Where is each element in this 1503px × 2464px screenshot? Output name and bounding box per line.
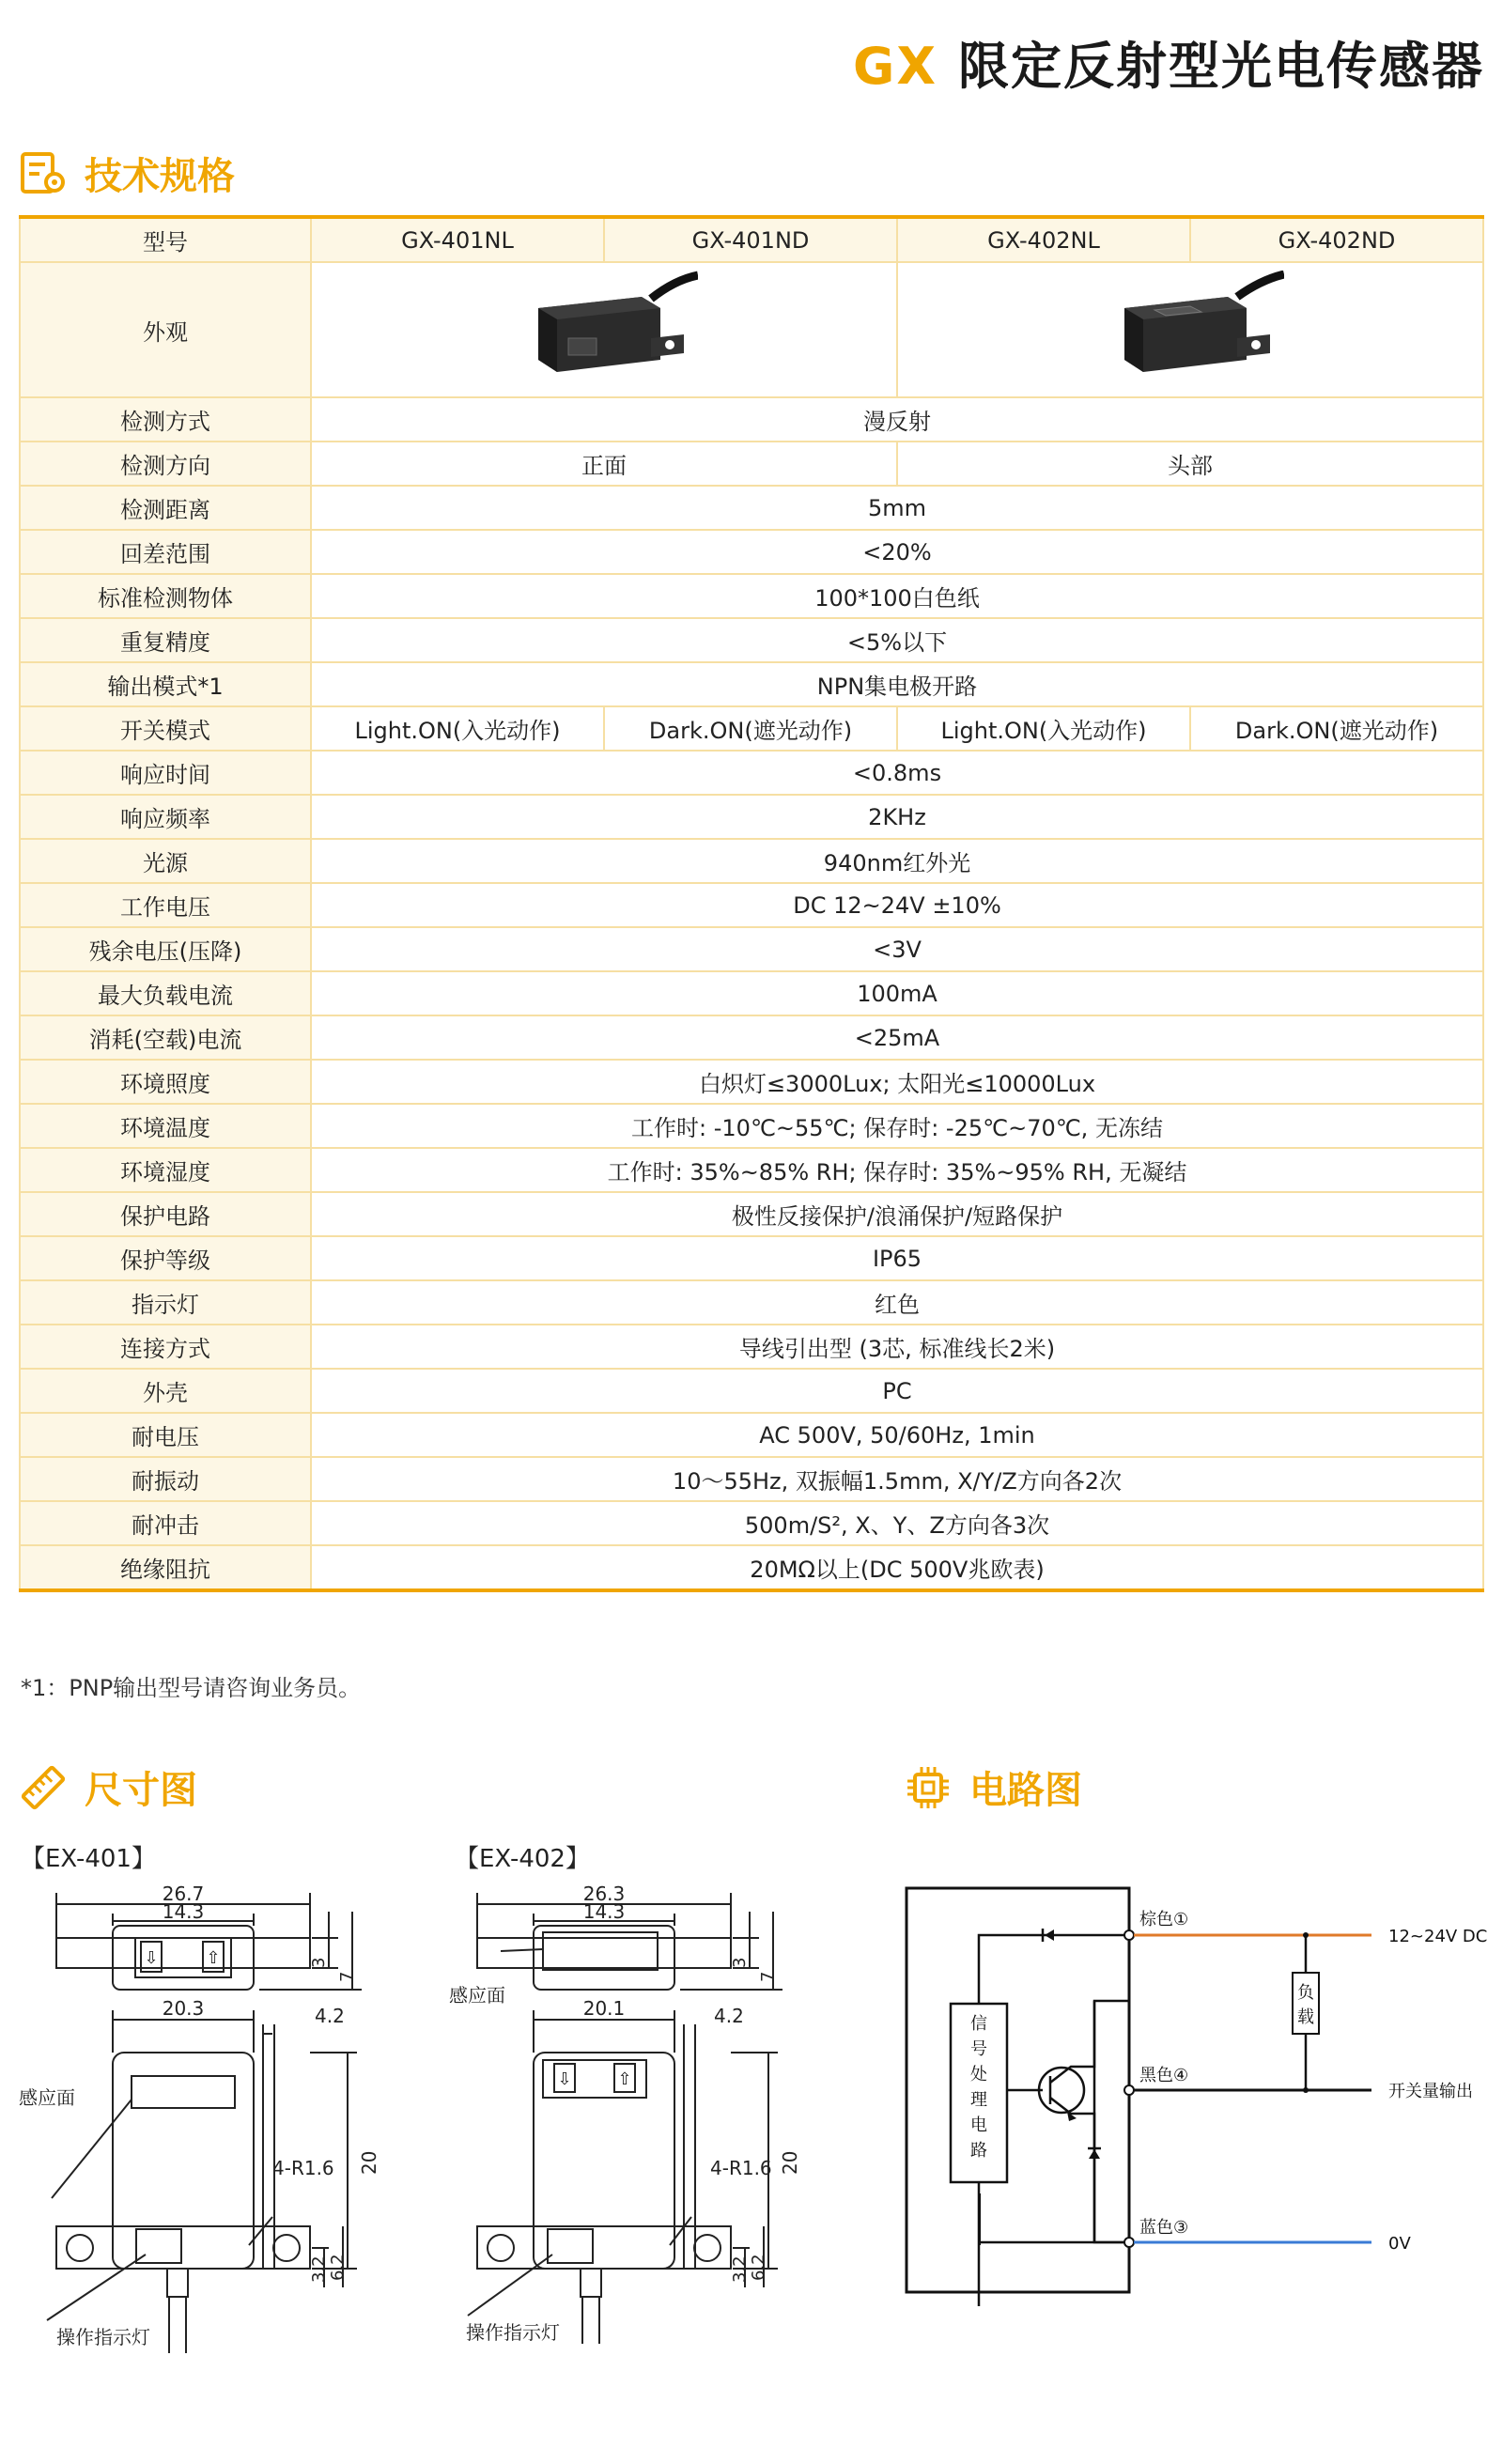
row-value: Dark.ON(遮光动作) [604,706,897,751]
row-label: 外观 [20,262,311,397]
row-label: 外壳 [20,1369,311,1413]
wire-blue-label: 蓝色③ [1139,2218,1189,2238]
row-label: 耐振动 [20,1457,311,1501]
ex401-r: 4-R1.6 [272,2157,334,2179]
sensor-402-image [1096,271,1284,383]
row-label: 耐电压 [20,1413,311,1457]
ex402-r: 4-R1.6 [710,2157,772,2179]
sensor-401-image [510,271,698,383]
row-value: 20MΩ以上(DC 500V兆欧表) [311,1545,1483,1590]
wire-black-label: 黑色④ [1139,2066,1189,2085]
ex402-w4: 4.2 [714,2005,744,2027]
ex402-title: 【EX-402】 [455,1845,590,1873]
proc-label: 号 [970,2039,987,2059]
circuit-diagram [902,1883,1494,2306]
row-label: 最大负载电流 [20,971,311,1015]
circuit-section-header [904,1760,1082,1814]
product-image-cell [897,262,1483,397]
row-label: 检测方向 [20,442,311,486]
ex401-w3: 20.3 [162,1997,205,2020]
ex401-h3: 20 [358,2150,380,2175]
svg-text:⇧: ⇧ [617,2069,632,2089]
row-label: 残余电压(压降) [20,927,311,971]
table-row [20,706,1483,751]
ex401-led: 操作指示灯 [56,2326,150,2348]
row-label: 环境温度 [20,1104,311,1148]
table-row [20,442,1483,486]
row-label: 标准检测物体 [20,574,311,618]
ex401-h4: 3.2 [309,2255,329,2283]
table-row [20,751,1483,795]
row-value: <20% [311,530,1483,574]
zero-volt-label: 0V [1388,2234,1411,2254]
model-cell: GX-402NL [897,217,1190,262]
row-value: PC [311,1369,1483,1413]
ex401-drawing [19,1874,413,2363]
switch-output-label: 开关量输出 [1388,2082,1473,2101]
circuit-section-title: 电路图 [969,1769,1082,1812]
svg-text:⇩: ⇩ [144,1948,159,1968]
table-row [20,1148,1483,1192]
chip-icon [904,1763,953,1812]
table-row [20,1280,1483,1325]
row-label: 开关模式 [20,706,311,751]
ex401-h5: 6.2 [328,2254,348,2281]
row-label: 检测距离 [20,486,311,530]
ex401-w4: 4.2 [315,2005,345,2027]
ex402-drawing [449,1874,844,2363]
row-value: 正面 [311,442,897,486]
row-label: 工作电压 [20,883,311,927]
title-model: GX [853,37,937,96]
row-label: 检测方式 [20,397,311,442]
table-row [20,618,1483,662]
row-label: 保护电路 [20,1192,311,1236]
row-value: 10〜55Hz, 双振幅1.5mm, X/Y/Z方向各2次 [311,1457,1483,1501]
supply-label: 12~24V DC [1388,1927,1488,1946]
table-row [20,486,1483,530]
ex402-h1: 3 [730,1957,750,1968]
spec-section-title: 技术规格 [85,155,235,198]
row-value: <25mA [311,1015,1483,1060]
footnote: *1：PNP输出型号请咨询业务员。 [21,1675,362,1701]
row-label: 连接方式 [20,1325,311,1369]
table-row [20,530,1483,574]
row-value: <5%以下 [311,618,1483,662]
row-label: 响应时间 [20,751,311,795]
row-value: 白炽灯≤3000Lux; 太阳光≤10000Lux [311,1060,1483,1104]
row-value: 100mA [311,971,1483,1015]
ex401-title: 【EX-401】 [21,1845,156,1873]
table-row [20,1060,1483,1104]
row-value: 头部 [897,442,1483,486]
table-row [20,397,1483,442]
row-label: 回差范围 [20,530,311,574]
ex401-h2: 7 [337,1971,357,1982]
load-label-2: 载 [1297,2007,1314,2027]
svg-text:⇩: ⇩ [557,2069,572,2089]
ex401-w2: 14.3 [162,1900,205,1923]
ruler-icon [19,1763,68,1812]
title-name: 限定反射型光电传感器 [958,37,1484,96]
table-row [20,839,1483,883]
load-label-1: 负 [1297,1983,1314,2003]
spec-table [19,215,1484,1592]
row-label: 环境照度 [20,1060,311,1104]
row-value: 2KHz [311,795,1483,839]
ex401-h1: 3 [309,1957,329,1968]
row-label: 指示灯 [20,1280,311,1325]
ex402-w1: 26.3 [582,1883,626,1905]
ex402-h2: 7 [758,1971,778,1982]
row-label: 重复精度 [20,618,311,662]
row-value: 500m/S², X、Y、Z方向各3次 [311,1501,1483,1545]
table-row [20,1236,1483,1280]
row-value: <3V [311,927,1483,971]
dim-section-header [19,1760,197,1814]
table-row [20,795,1483,839]
wire-brown-label: 棕色① [1139,1910,1189,1929]
ex402-w3: 20.1 [582,1997,626,2020]
ex402-led: 操作指示灯 [466,2321,560,2344]
row-label: 耐冲击 [20,1501,311,1545]
table-row [20,1501,1483,1545]
row-value: 100*100白色纸 [311,574,1483,618]
proc-label: 理 [970,2090,987,2110]
table-row [20,662,1483,706]
table-row [20,1015,1483,1060]
proc-label: 信 [970,2014,987,2034]
spec-section-header [19,147,235,200]
row-label: 光源 [20,839,311,883]
row-value: AC 500V, 50/60Hz, 1min [311,1413,1483,1457]
model-cell: GX-402ND [1190,217,1483,262]
ex402-h3: 20 [779,2150,801,2175]
table-row [20,883,1483,927]
row-label: 环境湿度 [20,1148,311,1192]
spec-sheet-icon [19,150,68,197]
row-value: 5mm [311,486,1483,530]
row-value: 漫反射 [311,397,1483,442]
ex402-h5: 6.2 [749,2254,768,2281]
table-row [20,1104,1483,1148]
dim-section-title: 尺寸图 [85,1769,197,1812]
row-value: Dark.ON(遮光动作) [1190,706,1483,751]
proc-label: 处 [970,2065,987,2084]
table-row [20,1413,1483,1457]
row-label: 型号 [20,217,311,262]
row-label: 保护等级 [20,1236,311,1280]
row-value: DC 12~24V ±10% [311,883,1483,927]
row-value: IP65 [311,1236,1483,1280]
row-value: 工作时: 35%~85% RH; 保存时: 35%~95% RH, 无凝结 [311,1148,1483,1192]
model-cell: GX-401NL [311,217,604,262]
row-value: NPN集电极开路 [311,662,1483,706]
table-row [20,262,1483,397]
row-value: 红色 [311,1280,1483,1325]
model-cell: GX-401ND [604,217,897,262]
ex402-w2: 14.3 [582,1900,626,1923]
ex401-w1: 26.7 [162,1883,205,1905]
ex401-sense: 感应面 [19,2086,75,2109]
table-row [20,971,1483,1015]
table-row [20,927,1483,971]
row-value: Light.ON(入光动作) [311,706,604,751]
proc-label: 电 [970,2115,987,2135]
table-row [20,1325,1483,1369]
table-row [20,1457,1483,1501]
page-title [853,26,1484,99]
row-label: 绝缘阻抗 [20,1545,311,1590]
row-value: Light.ON(入光动作) [897,706,1190,751]
ex402-h4: 3.2 [730,2255,750,2283]
row-value: 导线引出型 (3芯, 标准线长2米) [311,1325,1483,1369]
row-value: 极性反接保护/浪涌保护/短路保护 [311,1192,1483,1236]
table-row [20,574,1483,618]
row-label: 消耗(空载)电流 [20,1015,311,1060]
product-image-cell [311,262,897,397]
row-value: 940nm红外光 [311,839,1483,883]
row-label: 响应频率 [20,795,311,839]
ex402-sense: 感应面 [449,1984,505,2007]
table-row [20,1369,1483,1413]
table-row [20,1192,1483,1236]
table-row [20,1545,1483,1590]
table-row [20,217,1483,262]
row-value: 工作时: -10℃~55℃; 保存时: -25℃~70℃, 无冻结 [311,1104,1483,1148]
proc-label: 路 [970,2141,987,2161]
row-label: 输出模式*1 [20,662,311,706]
row-value: <0.8ms [311,751,1483,795]
svg-text:⇧: ⇧ [206,1948,221,1968]
